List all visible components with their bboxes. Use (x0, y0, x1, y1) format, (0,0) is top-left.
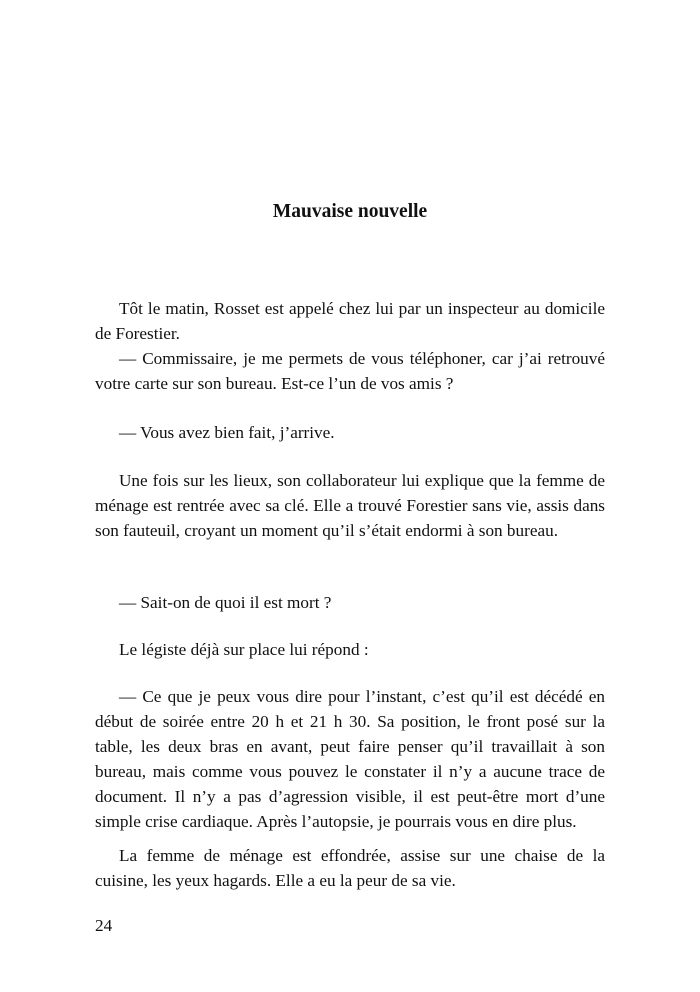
paragraph-8: La femme de ménage est effondrée, assise sur une chaise de la cuisine, les yeux hagards. Elle a eu la peur de sa vie. (95, 846, 605, 890)
paragraph-2: — Commissaire, je me permets de vous téléphoner, car j’ai retrouvé votre carte sur son bureau. Est-ce l’un de vos amis ? (95, 349, 605, 393)
page-number: 24 (95, 916, 113, 935)
paragraph-4: Une fois sur les lieux, son collaborateur lui explique que la femme de ménage est rentrée avec sa clé. Elle a trouvé Forestier sans vie, assis dans son fauteuil, croyant un moment qu’il s’était endormi à son bureau. (95, 471, 605, 540)
paragraph-3: — Vous avez bien fait, j’arrive. (119, 423, 335, 442)
paragraph-7: — Ce que je peux vous dire pour l’instant, c’est qu’il est décédé en début de soirée entre 20 h et 21 h 30. Sa position, le front posé sur la table, les deux bras en avant, peut faire penser qu’il travaillait à son bureau, mais comme vous pouvez le constater il n’y a aucune trace de document. Il n’y a pas d’agression visible, il est peut-être mort d’une simple crise cardiaque. Après l’autopsie, je pourrais vous en dire plus. (95, 687, 605, 831)
paragraph-6: Le légiste déjà sur place lui répond : (119, 640, 369, 659)
chapter-title: Mauvaise nouvelle (272, 201, 428, 222)
paragraph-1: Tôt le matin, Rosset est appelé chez lui par un inspecteur au domicile de Forestier. (95, 299, 605, 343)
paragraph-5: — Sait-on de quoi il est mort ? (119, 593, 332, 612)
